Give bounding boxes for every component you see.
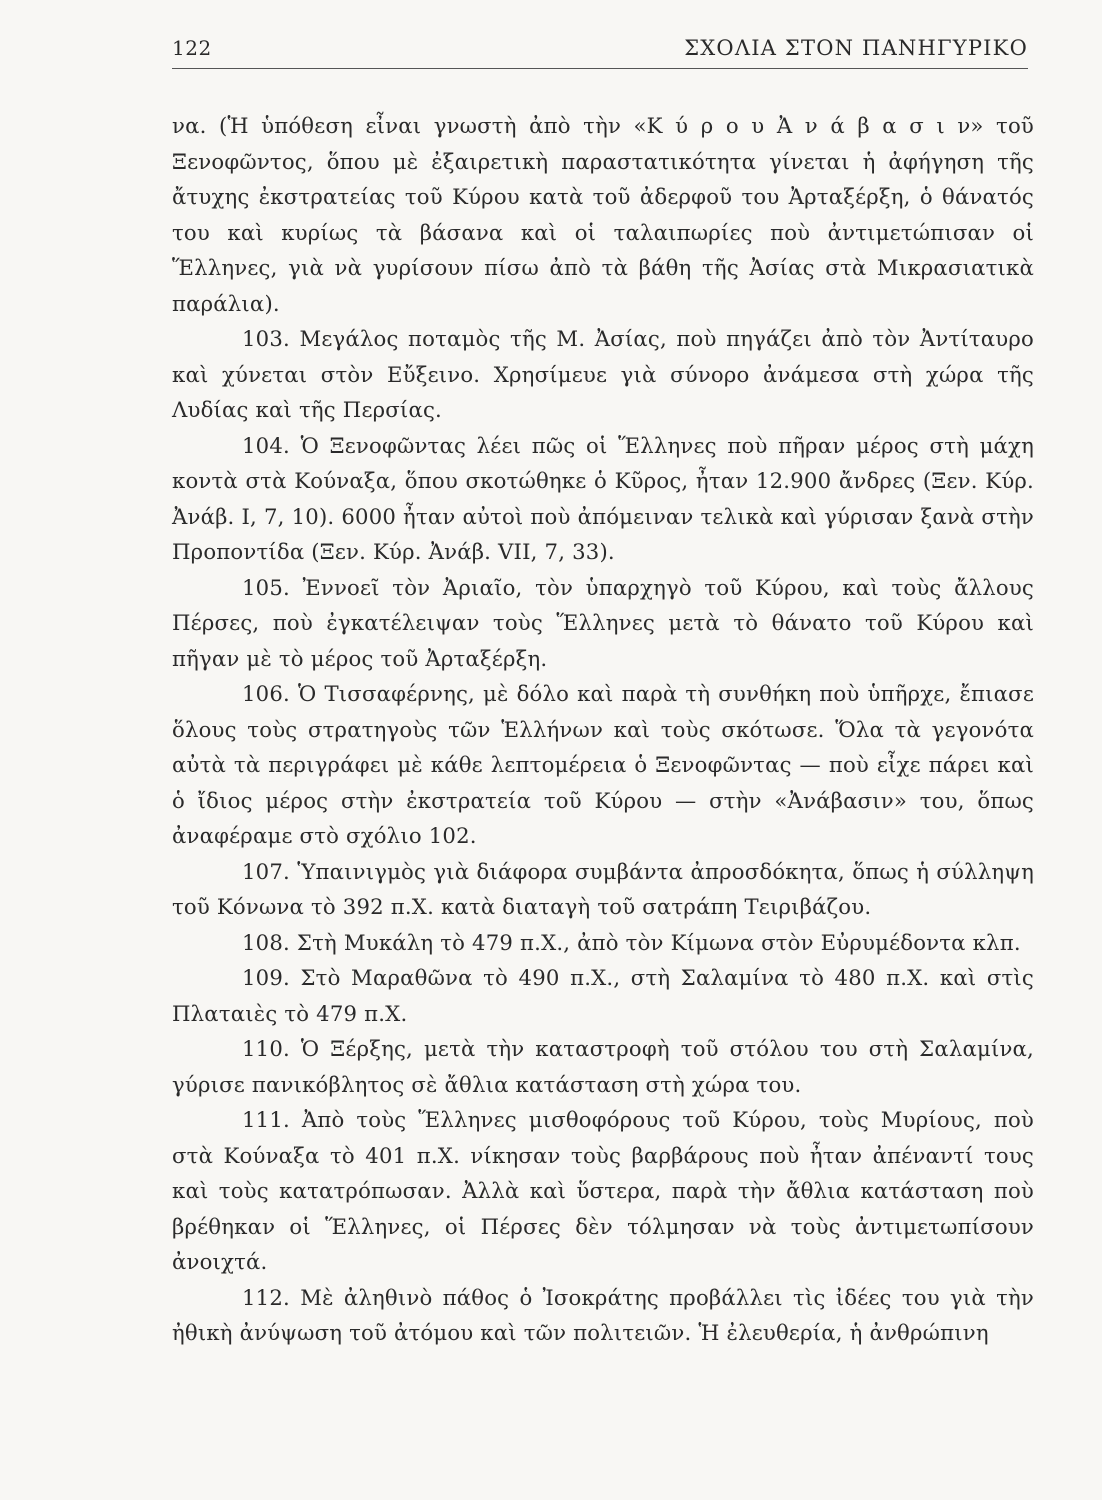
page-header — [172, 32, 1028, 69]
note-107: 107. Ὑπαινιγμὸς γιὰ διάφορα συμβάντα ἀπροσδόκητα, ὅπως ἡ σύλληψη τοῦ Κόνωνα τὸ 392 π.Χ. κατὰ διαταγὴ τοῦ σατράπη Τειριβάζου. — [172, 858, 1034, 919]
note-112: 112. Μὲ ἀληθινὸ πάθος ὁ Ἰσοκράτης προβάλλει τὶς ἰδέες του γιὰ τὴν ἠθικὴ ἀνύψωση τοῦ ἀτόμου καὶ τῶν πολιτειῶν. Ἡ ἐλευθερία, ἡ ἀνθρώπινη — [172, 1284, 1034, 1345]
page-body — [172, 108, 1034, 1351]
note-110: 110. Ὁ Ξέρξης, μετὰ τὴν καταστροφὴ τοῦ στόλου του στὴ Σαλαμίνα, γύρισε πανικόβλητος σὲ ἄθλια κατάσταση στὴ χώρα του. — [172, 1036, 1034, 1097]
page-number: 122 — [172, 36, 212, 60]
note-106: 106. Ὁ Τισσαφέρνης, μὲ δόλο καὶ παρὰ τὴ συνθήκη ποὺ ὑπῆρχε, ἔπιασε ὅλους τοὺς στρατηγοὺς τῶν Ἑλλήνων καὶ τοὺς σκότωσε. Ὅλα τὰ γεγονότα αὐτὰ τὰ περιγράφει μὲ κάθε λεπτομέρεια ὁ Ξενοφῶντας — ποὺ εἶχε πάρει καὶ ὁ ἴδιος μέρος στὴν ἐκστρατεία τοῦ Κύρου — στὴν «Ἀνάβασιν» του, ὅπως ἀναφέραμε στὸ σχόλιο 102. — [172, 681, 1034, 848]
note-109: 109. Στὸ Μαραθῶνα τὸ 490 π.Χ., στὴ Σαλαμίνα τὸ 480 π.Χ. καὶ στὶς Πλαταιὲς τὸ 479 π.Χ. — [172, 965, 1034, 1026]
note-104: 104. Ὁ Ξενοφῶντας λέει πῶς οἱ Ἕλληνες ποὺ πῆραν μέρος στὴ μάχη κοντὰ στὰ Κούναξα, ὅπου σκοτώθηκε ὁ Κῦρος, ἦταν 12.900 ἄνδρες (Ξεν. Κύρ. Ἀνάβ. Ι, 7, 10). 6000 ἦταν αὐτοὶ ποὺ ἀπόμειναν τελικὰ καὶ γύρισαν ξανὰ στὴν Προποντίδα (Ξεν. Κύρ. Ἀνάβ. VII, 7, 33). — [172, 432, 1034, 564]
note-105: 105. Ἐννοεῖ τὸν Ἀριαῖο, τὸν ὑπαρχηγὸ τοῦ Κύρου, καὶ τοὺς ἄλλους Πέρσες, ποὺ ἐγκατέλειψαν τοὺς Ἕλληνες μετὰ τὸ θάνατο τοῦ Κύρου καὶ πῆγαν μὲ τὸ μέρος τοῦ Ἀρταξέρξη. — [172, 574, 1034, 671]
note-108: 108. Στὴ Μυκάλη τὸ 479 π.Χ., ἀπὸ τὸν Κίμωνα στὸν Εὐρυμέδοντα κλπ. — [242, 929, 1021, 955]
note-111: 111. Ἀπὸ τοὺς Ἕλληνες μισθοφόρους τοῦ Κύρου, τοὺς Μυρίους, ποὺ στὰ Κούναξα τὸ 401 π.Χ. νίκησαν τοὺς βαρβάρους ποὺ ἦταν ἀπέναντί τους καὶ τοὺς κατατρόπωσαν. Ἀλλὰ καὶ ὕστερα, παρὰ τὴν ἄθλια κατάσταση ποὺ βρέθηκαν οἱ Ἕλληνες, οἱ Πέρσες δὲν τόλμησαν νὰ τοὺς ἀντιμετωπίσουν ἀνοιχτά. — [172, 1107, 1034, 1274]
note-103: 103. Μεγάλος ποταμὸς τῆς Μ. Ἀσίας, ποὺ πηγάζει ἀπὸ τὸν Ἀντίταυρο καὶ χύνεται στὸν Εὔξεινο. Χρησίμευε γιὰ σύνορο ἀνάμεσα στὴ χώρα τῆς Λυδίας καὶ τῆς Περσίας. — [172, 326, 1034, 422]
running-title: ΣΧΟΛΙΑ ΣΤΟΝ ΠΑΝΗΓΥΡΙΚΟ — [684, 36, 1028, 60]
note-102-continuation: να. (Ἡ ὑπόθεση εἶναι γνωστὴ ἀπὸ τὴν «Κ ύ ρ ο υ Ἀ ν ά β α σ ι ν» τοῦ Ξενοφῶντος, ὅπου μὲ ἐξαιρετικὴ παραστατικότητα γίνεται ἡ ἀφήγηση τῆς ἄτυχης ἐκστρατείας τοῦ Κύρου κατὰ τοῦ ἀδερφοῦ του Ἀρταξέρξη, ὁ θάνατός του καὶ κυρίως τὰ βάσανα καὶ οἱ ταλαιπωρίες ποὺ ἀντιμετώπισαν οἱ Ἕλληνες, γιὰ νὰ γυρίσουν πίσω ἀπὸ τὰ βάθη τῆς Ἀσίας στὰ Μικρασιατικὰ παράλια). — [172, 113, 1034, 316]
